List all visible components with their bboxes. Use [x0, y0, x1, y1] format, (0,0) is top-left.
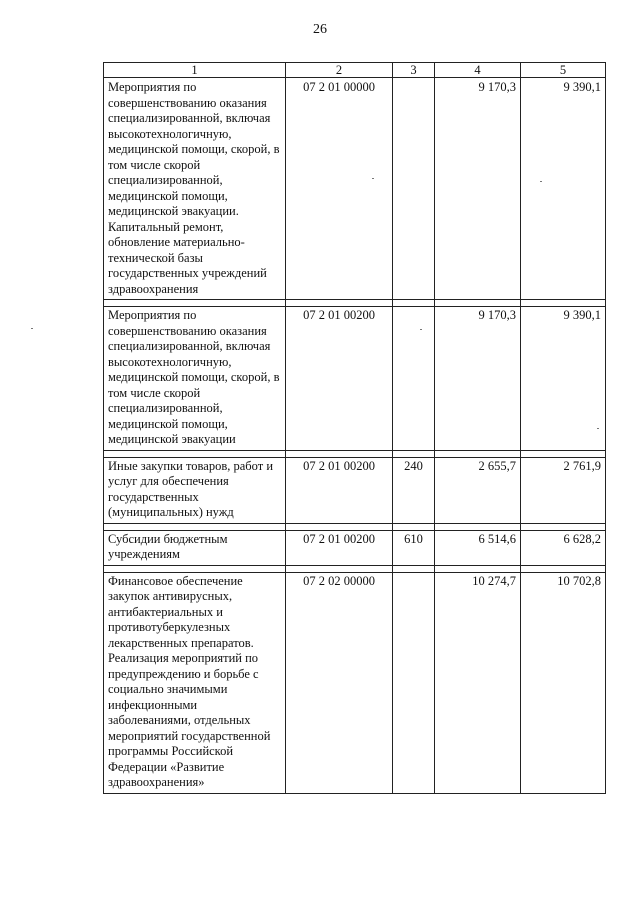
row-target-code: 07 2 01 00000 — [286, 78, 393, 300]
row-target-code: 07 2 02 00000 — [286, 572, 393, 793]
row-target-code: 07 2 01 00200 — [286, 457, 393, 523]
row-amount-col5: 6 628,2 — [521, 530, 606, 565]
budget-table — [103, 62, 606, 794]
row-target-code: 07 2 01 00200 — [286, 307, 393, 451]
row-spacer — [104, 450, 606, 457]
column-header-3: 3 — [393, 63, 435, 78]
row-amount-col4: 6 514,6 — [435, 530, 521, 565]
row-amount-col4: 9 170,3 — [435, 78, 521, 300]
row-amount-col4: 10 274,7 — [435, 572, 521, 793]
row-amount-col4: 9 170,3 — [435, 307, 521, 451]
table-row — [104, 307, 606, 451]
row-expense-type — [393, 78, 435, 300]
row-amount-col4: 2 655,7 — [435, 457, 521, 523]
scan-speck — [597, 428, 599, 429]
column-header-4: 4 — [435, 63, 521, 78]
scan-speck — [540, 181, 542, 182]
row-amount-col5: 10 702,8 — [521, 572, 606, 793]
scan-speck — [372, 178, 374, 179]
row-expense-type — [393, 307, 435, 451]
row-target-code: 07 2 01 00200 — [286, 530, 393, 565]
row-spacer — [104, 300, 606, 307]
table-header-row — [104, 63, 606, 78]
row-name: Финансовое обеспечение закупок антивирусных, антибактериальных и противотуберкулезных лекарственных препаратов. Реализация мероприятий по предупреждению и борьбе с социально значимыми инфекционными заболеваниями, отдельных мероприятий государственной программы Российской Федерации «Развитие здравоохранения» — [104, 572, 286, 793]
scan-speck — [420, 329, 422, 330]
table-row — [104, 457, 606, 523]
row-spacer — [104, 523, 606, 530]
row-name: Мероприятия по совершенствованию оказания специализированной, включая высокотехнологичную, медицинской помощи, скорой, в том числе скорой специализированной, медицинской помощи, медицинской эвакуации. Капитальный ремонт, обновление материально-технической базы государственных учреждений здравоохранения — [104, 78, 286, 300]
table-row — [104, 78, 606, 300]
table-row — [104, 572, 606, 793]
row-spacer — [104, 565, 606, 572]
row-amount-col5: 2 761,9 — [521, 457, 606, 523]
row-name: Мероприятия по совершенствованию оказания специализированной, включая высокотехнологичную, медицинской помощи, скорой, в том числе скорой специализированной, медицинской помощи, медицинской эвакуации — [104, 307, 286, 451]
row-expense-type: 240 — [393, 457, 435, 523]
table-row — [104, 530, 606, 565]
column-header-1: 1 — [104, 63, 286, 78]
row-name: Иные закупки товаров, работ и услуг для обеспечения государственных (муниципальных) нужд — [104, 457, 286, 523]
column-header-5: 5 — [521, 63, 606, 78]
page-number: 26 — [313, 22, 327, 37]
column-header-2: 2 — [286, 63, 393, 78]
row-amount-col5: 9 390,1 — [521, 78, 606, 300]
row-name: Субсидии бюджетным учреждениям — [104, 530, 286, 565]
row-expense-type: 610 — [393, 530, 435, 565]
scan-speck — [31, 328, 33, 329]
row-amount-col5: 9 390,1 — [521, 307, 606, 451]
row-expense-type — [393, 572, 435, 793]
